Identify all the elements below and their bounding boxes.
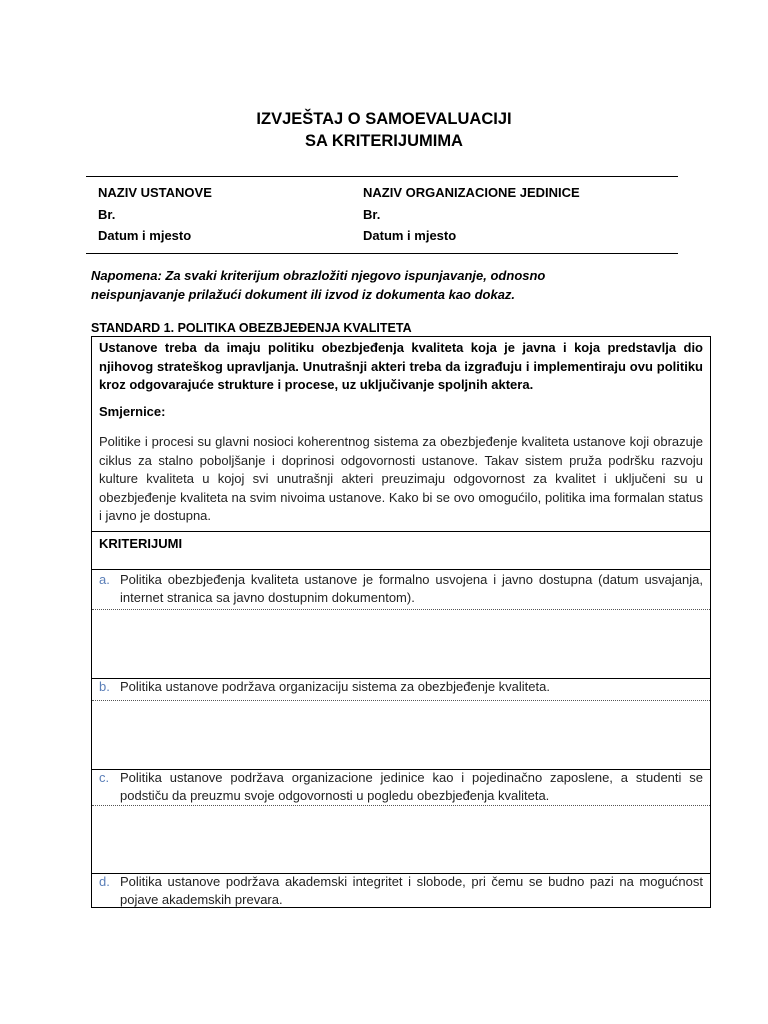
institution-name-label: NAZIV USTANOVE <box>98 185 212 200</box>
org-unit-number-label: Br. <box>363 206 381 222</box>
institution-date-place-label: Datum i mjesto <box>98 228 192 243</box>
criterion-letter: a. <box>99 572 110 587</box>
note-line-2: neispunjavanje prilažući dokument ili izvod iz dokumenta kao dokaz. <box>91 287 516 302</box>
org-unit-name-label: NAZIV ORGANIZACIONE JEDINICE <box>363 185 580 200</box>
criteria-label: KRITERIJUMI <box>99 536 183 551</box>
criterion-text: Politika ustanove podržava organizaciju sistema za obezbjeđenje kvaliteta. <box>120 679 550 694</box>
org-unit-date-place-label: Datum i mjesto <box>363 228 457 243</box>
criterion-letter: d. <box>99 874 110 889</box>
institution-info-table <box>86 176 678 254</box>
row-divider <box>92 569 710 570</box>
criterion-a <box>99 571 703 607</box>
document-title <box>0 108 768 152</box>
criterion-text: Politika obezbjeđenja kvaliteta ustanove je formalno usvojena i javno dostupna (datum usvajanja, internet stranica sa javno dostupnim dokumentom). <box>120 572 703 605</box>
guidelines-label: Smjernice: <box>99 404 166 419</box>
standard-intro: Ustanove treba da imaju politiku obezbjeđenja kvaliteta koja je javna i koja predstavlja dio njihovog strateškog upravljanja. Unutrašnji akteri treba da izgrađuju i implementiraju ovu politiku kroz odgovarajuće strukture i procese, uz uključivanje spoljnih aktera. <box>99 340 703 392</box>
title-line-1: IZVJEŠTAJ O SAMOEVALUACIJI <box>256 110 512 128</box>
standard-heading: STANDARD 1. POLITIKA OBEZBJEĐENJA KVALITETA <box>91 321 412 335</box>
dotted-divider <box>92 609 710 610</box>
standard-table <box>91 336 711 908</box>
criterion-c <box>99 769 703 805</box>
note-line-1: Napomena: Za svaki kriterijum obrazložiti njegovo ispunjavanje, odnosno <box>91 268 546 283</box>
instruction-note <box>91 266 691 304</box>
criterion-letter: c. <box>99 770 110 785</box>
dotted-divider <box>92 805 710 806</box>
institution-column <box>98 182 212 247</box>
guidelines-text: Politike i procesi su glavni nosioci koherentnog sistema za obezbjeđenje kvaliteta ustanove koji obrazuje ciklus za stalno poboljšanje i doprinosi odgovornosti ustanove. Takav sistem pruža podršku razvoju kulture kvaliteta u kojoj svi unutrašnji akteri preuzimaju odgovornost za kvalitet i uključeni su u obezbjeđenje kvaliteta na svim nivoima ustanove. Kako bi se ovo omogućilo, politika ima formalan status i javno je dostupna. <box>99 434 703 523</box>
row-divider <box>92 531 710 532</box>
criterion-d <box>99 873 703 909</box>
criterion-text: Politika ustanove podržava organizacione jedinice kao i pojedinačno zaposlene, a studenti se podstiču da preuzmu svoje odgovornosti u pogledu obezbjeđenja kvaliteta. <box>120 770 703 803</box>
org-unit-column <box>363 182 580 247</box>
criterion-letter: b. <box>99 679 110 694</box>
criterion-text: Politika ustanove podržava akademski integritet i slobode, pri čemu se budno pazi na mogućnost pojave akademskih prevara. <box>120 874 703 907</box>
title-line-2: SA KRITERIJUMIMA <box>305 132 463 150</box>
dotted-divider <box>92 700 710 701</box>
criterion-b <box>99 678 703 696</box>
institution-number-label: Br. <box>98 206 116 222</box>
